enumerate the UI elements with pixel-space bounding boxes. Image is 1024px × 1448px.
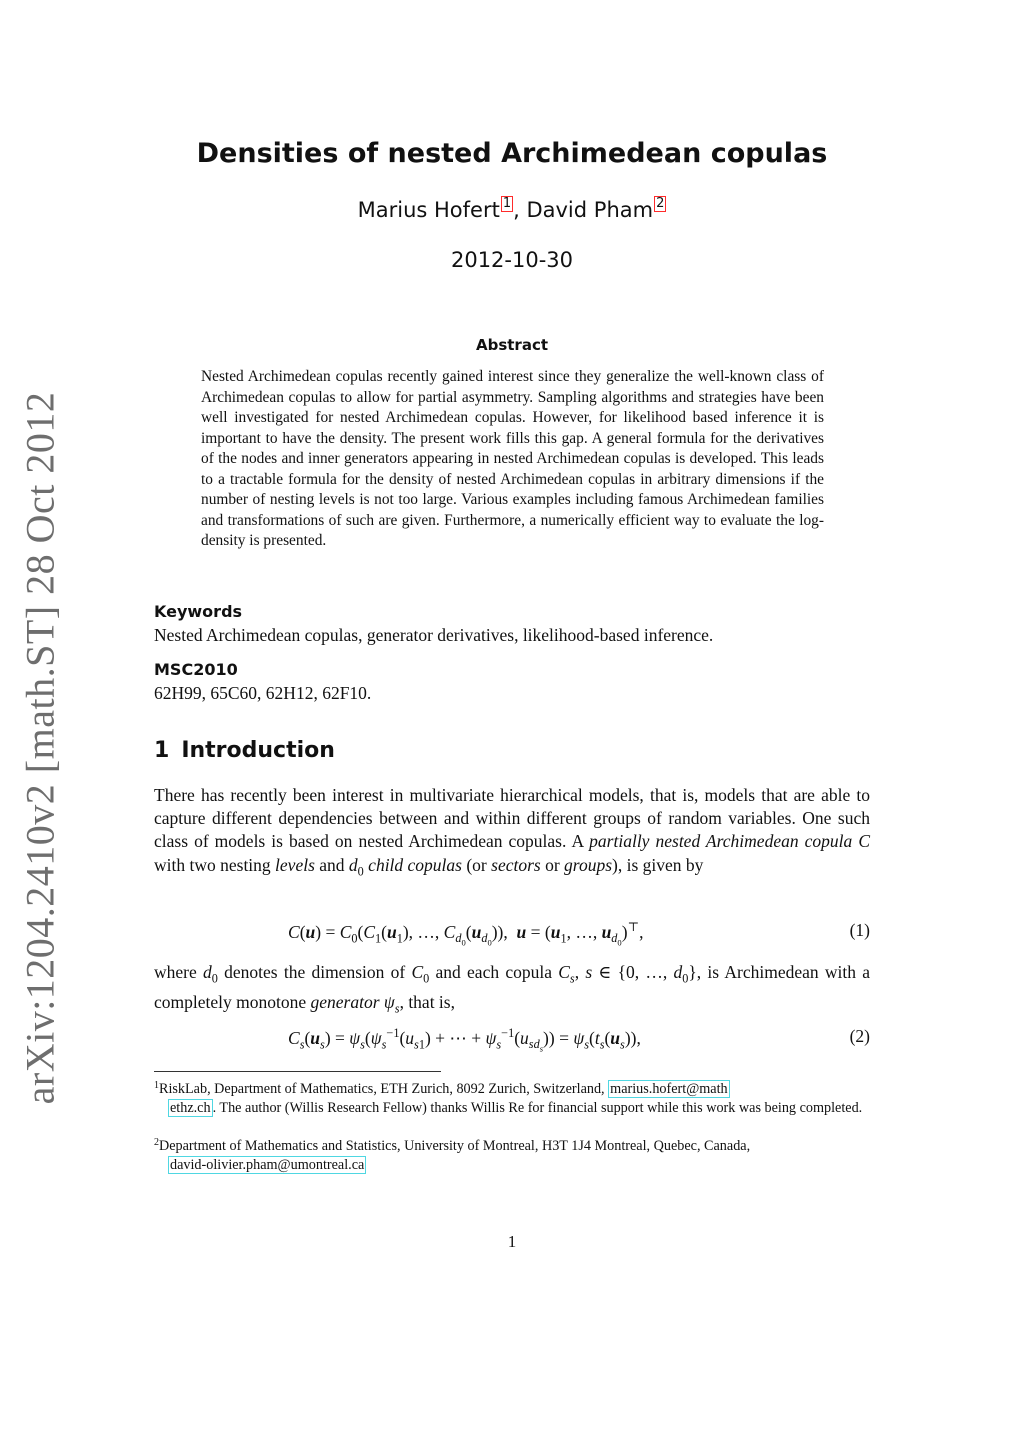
body-paragraph: where $d_0$ denotes the dimension of $C_0$ and each copula $C_s$, s ∈ {0, …, $d_0$}, is Archimedean with a completely monotone generator $\psi_s$, that is, (154, 962, 870, 1016)
page-number: 1 (507, 1232, 517, 1251)
abstract-text: Nested Archimedean copulas recently gained interest since they generalize the well-known class of Archimedean copulas to allow for partial asymmetry. Sampling algorithms and strategies have been well investigated for nested Archimedean copulas. However, for likelihood based inference it is important to have the density. The present work fills this gap. A general formula for the derivatives of the nodes and inner generators appearing in nested Archimedean copulas is developed. This leads to a tractable formula for the density of nested Archimedean copulas in arbitrary dimensions if the number of nesting levels is not too large. Various examples including famous Archimedean families and transformations of such are given. Furthermore, a numerically efficient way to evaluate the log-density is presented. (201, 368, 824, 549)
section-number: 1 (154, 738, 170, 763)
section-title: Introduction (181, 738, 335, 763)
email-link[interactable]: marius.hofert@math (610, 1081, 728, 1097)
footnote-1: $^1$RiskLab, Department of Mathematics, ETH Zurich, 8092 Zurich, Switzerland, marius.hofert@math ethz.ch . The author (Willis Research Fellow) thanks Willis Re for financial support while this work was being completed. (154, 1080, 863, 1116)
section-heading (154, 738, 335, 763)
email-link[interactable]: david-olivier.pham@umontreal.ca (170, 1157, 365, 1173)
author-list (0, 196, 1024, 222)
footnote-link[interactable]: 2 (656, 196, 665, 211)
paper-date: 2012-10-30 (450, 248, 574, 272)
author-name: David Pham (526, 198, 654, 222)
abstract-heading: Abstract (475, 336, 549, 354)
paper-title: Densities of nested Archimedean copulas (196, 138, 828, 169)
msc-heading: MSC2010 (154, 660, 238, 679)
arxiv-stamp: arXiv:1204.2410v2 [math.ST] 28 Oct 2012 (17, 391, 63, 1105)
footnote-divider (154, 1071, 441, 1072)
equation-body: $C(u) = C_0(C_1(u_1)$, …, $C_{d_0}(u_{d_0})$), $u = (u_1$, …, $u_{d_0})^⊤$, (288, 920, 644, 948)
equation-number: (2) (849, 1026, 870, 1046)
equation-body: $C_s(u_s) = \psi_s(\psi_s^{-1}(u_{s1})$ + ⋯ + $\psi_s^{-1}(u_{sd_s})) = \psi_s(t_s(u_s))$, (288, 1026, 641, 1054)
footnote-link[interactable]: 1 (502, 196, 512, 211)
msc-codes: 62H99, 65C60, 62H12, 62F10. (154, 683, 372, 703)
author-separator: , (513, 198, 527, 222)
equation-number: (1) (849, 920, 870, 940)
author-name: Marius Hofert (357, 198, 500, 222)
email-link[interactable]: ethz.ch (170, 1100, 211, 1116)
intro-paragraph: There has recently been interest in multivariate hierarchical models, that is, models that are able to capture different dependencies between and within different groups of random variables. One such class of models is based on nested Archimedean copulas. A partially nested Archimedean copula C with two nesting levels and $d_0$ child copulas (or sectors or groups), is given by (154, 785, 870, 879)
footnote-2: $^2$Department of Mathematics and Statistics, University of Montreal, H3T 1J4 Montreal, Quebec, Canada, david-olivier.pham@umontreal.ca (154, 1137, 751, 1173)
keywords-heading: Keywords (154, 602, 243, 621)
keywords-text: Nested Archimedean copulas, generator derivatives, likelihood-based inference. (154, 625, 714, 645)
